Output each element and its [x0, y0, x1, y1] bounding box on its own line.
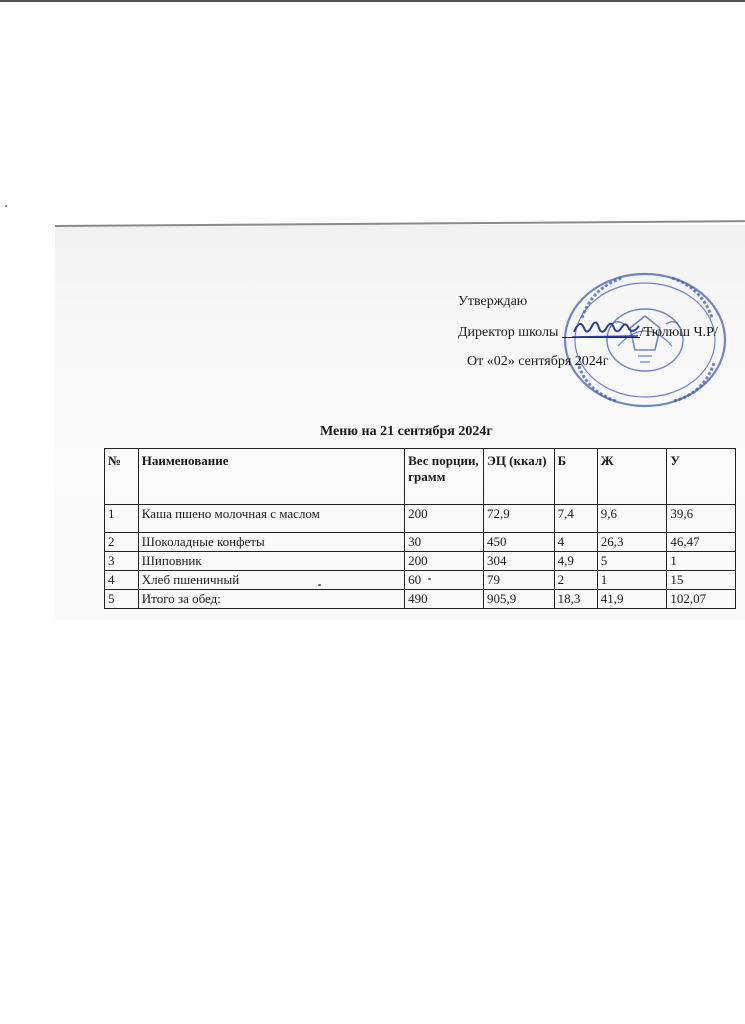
cell-weight: 200: [405, 505, 484, 533]
header-proteins: Б: [554, 449, 597, 505]
cell-kcal: 72,9: [484, 505, 555, 533]
cell-number: 4: [105, 571, 139, 590]
cell-total-label: Итого за обед:: [138, 590, 404, 609]
cell-name: Каша пшено молочная с маслом: [138, 505, 404, 533]
cell-number: 3: [105, 552, 139, 571]
cell-number: 2: [105, 533, 139, 552]
cell-carbs: 46,47: [667, 533, 736, 552]
table-row: [105, 552, 736, 571]
header-number: №: [105, 449, 139, 505]
cell-fats: 41,9: [597, 590, 667, 609]
header-carbs: У: [667, 449, 736, 505]
cell-proteins: 7,4: [554, 505, 597, 533]
approval-heading: Утверждаю: [458, 294, 528, 309]
table-row: [105, 533, 736, 552]
handwritten-signature-icon: [568, 312, 648, 342]
cell-carbs: 102,07: [667, 590, 736, 609]
scan-speck: [5, 205, 7, 207]
table-row: [105, 505, 736, 533]
director-name: /Тюлюш Ч.Р/: [639, 325, 718, 340]
header-kcal: ЭЦ (ккал): [484, 449, 555, 505]
menu-title: Меню на 21 сентября 2024г: [320, 424, 493, 439]
scan-top-edge: [0, 0, 745, 2]
menu-table: [104, 448, 736, 609]
cell-proteins: 4: [554, 533, 597, 552]
cell-fats: 26,3: [597, 533, 667, 552]
cell-kcal: 450: [484, 533, 555, 552]
director-label: Директор школы: [458, 325, 559, 340]
cell-weight: 490: [405, 590, 484, 609]
cell-carbs: 39,6: [667, 505, 736, 533]
table-row: [105, 571, 736, 590]
cell-fats: 1: [597, 571, 667, 590]
cell-fats: 9,6: [597, 505, 667, 533]
cell-name: Шиповник: [138, 552, 404, 571]
header-name: Наименование: [138, 449, 404, 505]
cell-weight: 200: [405, 552, 484, 571]
cell-weight: 60: [405, 571, 484, 590]
table-header-row: [105, 449, 736, 505]
cell-name: Шоколадные конфеты: [138, 533, 404, 552]
cell-kcal: 304: [484, 552, 555, 571]
approval-date: От «02» сентября 2024г: [467, 354, 609, 369]
header-fats: Ж: [597, 449, 667, 505]
cell-name: Хлеб пшеничный: [138, 571, 404, 590]
cell-kcal: 905,9: [484, 590, 555, 609]
cell-number: 5: [105, 590, 139, 609]
cell-kcal: 79: [484, 571, 555, 590]
cell-proteins: 18,3: [554, 590, 597, 609]
cell-number: 1: [105, 505, 139, 533]
cell-fats: 5: [597, 552, 667, 571]
table-total-row: [105, 590, 736, 609]
cell-proteins: 2: [554, 571, 597, 590]
cell-weight: 30: [405, 533, 484, 552]
cell-carbs: 1: [667, 552, 736, 571]
header-weight: Вес порции, грамм: [405, 449, 484, 505]
cell-proteins: 4,9: [554, 552, 597, 571]
cell-carbs: 15: [667, 571, 736, 590]
